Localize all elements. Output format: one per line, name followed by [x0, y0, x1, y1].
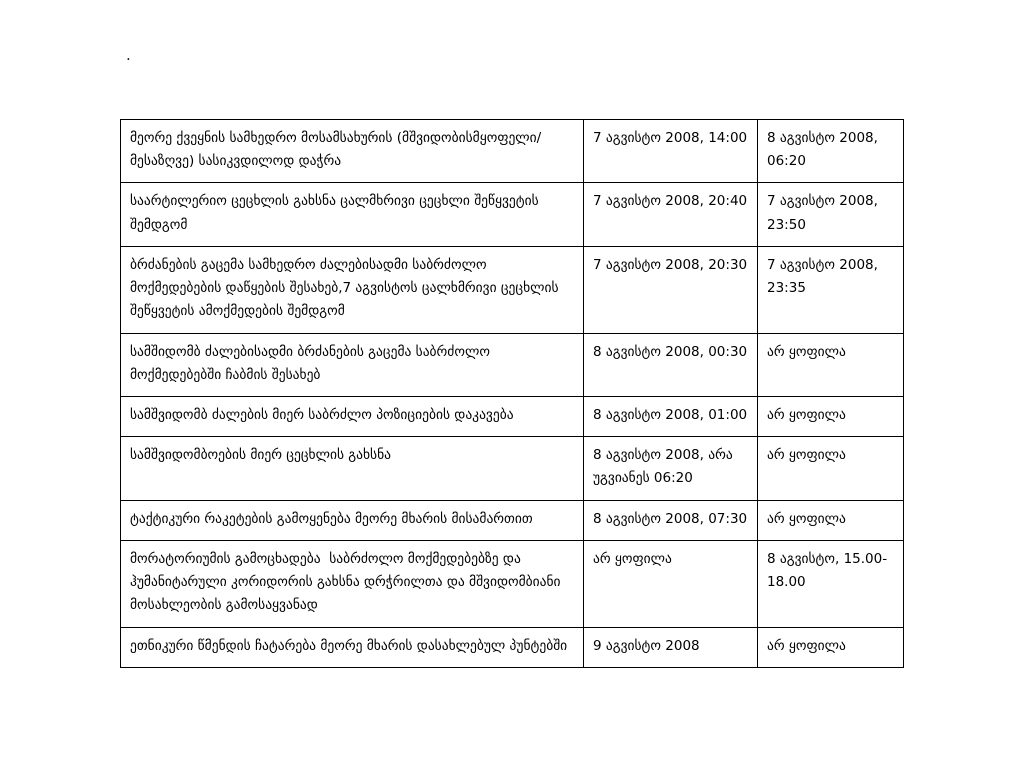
event-text: საარტილერიო ცეცხლის გახსნა ცალმხრივი ცეცხლი შეწყვეტის შემდგომ	[130, 193, 543, 233]
time-a-text: 8 აგვისტო 2008, 07:30	[593, 510, 748, 527]
cell-time-b	[758, 437, 904, 500]
table-row	[121, 396, 904, 436]
table-row	[121, 333, 904, 396]
cell-time-a	[584, 246, 758, 333]
time-a-text: არ ყოფილა	[593, 550, 672, 567]
time-b-text: არ ყოფილა	[767, 447, 846, 464]
time-b-text: 8 აგვისტო 2008, 06:20	[767, 130, 883, 170]
table-row	[121, 540, 904, 627]
time-b-text: არ ყოფილა	[767, 406, 846, 423]
event-text: სამშვიდომბ ძალების მიერ საბრძლო პოზიციების დაკავება	[130, 406, 514, 423]
event-text: სამშვიდომბოების მიერ ცეცხლის გახსნა	[130, 447, 392, 464]
cell-event	[121, 333, 584, 396]
table-row	[121, 120, 904, 183]
table-row	[121, 500, 904, 540]
timeline-comparison-table	[120, 119, 904, 668]
event-text: ბრძანების გაცემა სამხედრო ძალებისადმი საბრძოლო მოქმედებების დაწყების შესახებ,7 აგვისტოს ცალხმრივი ცეცხლის შეწყვეტის ამოქმედების შემდგომ	[130, 256, 563, 320]
time-a-text: 8 აგვისტო 2008, 01:00	[593, 406, 748, 423]
cell-time-b	[758, 183, 904, 246]
table-row	[121, 246, 904, 333]
time-b-text: არ ყოფილა	[767, 343, 846, 360]
table-row	[121, 627, 904, 667]
time-b-text: 8 აგვისტო, 15.00-18.00	[767, 550, 888, 591]
time-a-text: 8 აგვისტო 2008, არა უგვიანეს 06:20	[593, 447, 737, 487]
cell-event	[121, 396, 584, 436]
time-a-text: 7 აგვისტო 2008, 14:00	[593, 130, 748, 146]
cell-time-b	[758, 627, 904, 667]
cell-time-b	[758, 120, 904, 183]
cell-time-b	[758, 246, 904, 333]
cell-time-a	[584, 120, 758, 183]
cell-time-b	[758, 333, 904, 396]
event-text: ტაქტიკური რაკეტების გამოყენება მეორე მხარის მისამართით	[130, 510, 533, 527]
time-b-text: არ ყოფილა	[767, 510, 846, 527]
cell-time-a	[584, 500, 758, 540]
cell-event	[121, 183, 584, 246]
event-text: სამშიდომბ ძალებისადმი ბრძანების გაცემა საბრძოლო მოქმედებებში ჩაბმის შესახებ	[130, 343, 495, 383]
cell-event	[121, 500, 584, 540]
cell-event	[121, 627, 584, 667]
cell-time-a	[584, 437, 758, 500]
cell-time-a	[584, 540, 758, 627]
cell-time-a	[584, 333, 758, 396]
cell-event	[121, 437, 584, 500]
cell-time-b	[758, 540, 904, 627]
time-b-text: 7 აგვისტო 2008, 23:35	[767, 256, 883, 297]
table-body	[121, 120, 904, 668]
cell-time-a	[584, 183, 758, 246]
event-text: მორატორიუმის გამოცხადება საბრძოლო მოქმედებებზე და ჰუმანიტარული კორიდორის გახსნა დრჭრილთა და მშვიდომბიანი მოსახლეობის გამოსაყვანად	[130, 550, 565, 614]
cell-event	[121, 120, 584, 183]
time-b-text: 7 აგვისტო 2008, 23:50	[767, 193, 883, 233]
cell-time-b	[758, 396, 904, 436]
cell-time-a	[584, 396, 758, 436]
cell-event	[121, 246, 584, 333]
table-row	[121, 183, 904, 246]
time-a-text: 9 აგვისტო 2008	[593, 637, 700, 654]
time-b-text: არ ყოფილა	[767, 637, 846, 654]
stray-period-mark: .	[126, 46, 131, 64]
cell-event	[121, 540, 584, 627]
event-text: მეორე ქვეყნის სამხედრო მოსამსახურის (მშვიდობისმყოფელი/მესაზღვე) სასიკვდილოდ დაჭრა	[130, 130, 542, 170]
cell-time-a	[584, 627, 758, 667]
cell-time-b	[758, 500, 904, 540]
time-a-text: 7 აგვისტო 2008, 20:30	[593, 256, 748, 273]
time-a-text: 7 აგვისტო 2008, 20:40	[593, 193, 748, 210]
time-a-text: 8 აგვისტო 2008, 00:30	[593, 343, 748, 360]
table-row	[121, 437, 904, 500]
event-text: ეთნიკური წმენდის ჩატარება მეორე მხარის დასახლებულ პუნტებში	[130, 637, 568, 654]
